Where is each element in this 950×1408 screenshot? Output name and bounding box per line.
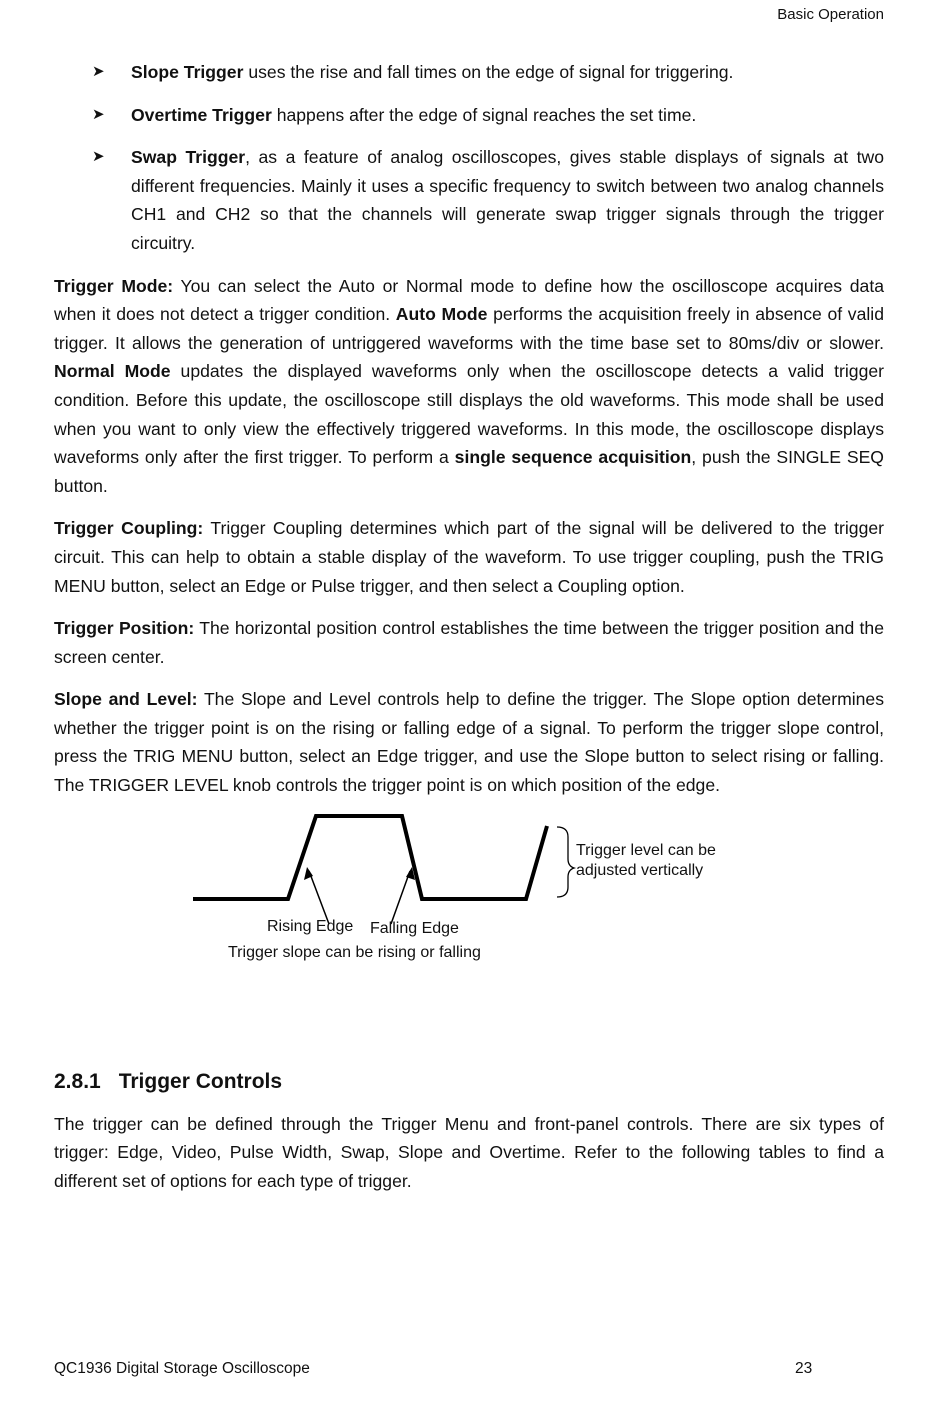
auto-mode-term: Auto Mode	[395, 304, 488, 325]
paragraph-text: The horizontal position control establishes the time between the trigger position and the screen center.	[54, 618, 884, 667]
paragraph-text: updates the displayed waveforms only when the oscilloscope detects a valid trigger condition. Before this update, the oscilloscope still displays the old waveforms. This mode shall be used when you want to only view the effectively triggered waveforms. In this mode, the oscilloscope displays waveforms only after the first trigger. To perform a	[54, 361, 884, 468]
falling-edge-pointer	[391, 871, 410, 924]
trigger-type-list	[54, 58, 884, 258]
arrow-bullet-icon: ➤	[92, 63, 105, 80]
arrow-bullet-icon: ➤	[92, 148, 105, 166]
level-label: adjusted vertically	[576, 861, 704, 879]
paragraph-term: Trigger Mode:	[54, 275, 174, 296]
bullet-term: Overtime Trigger	[131, 104, 272, 125]
list-item	[54, 58, 884, 87]
bullet-text: happens after the edge of signal reaches the set time.	[271, 104, 697, 125]
page-number: 23	[795, 1360, 813, 1377]
paragraph-text: The Slope and Level controls help to define the trigger. The Slope option determines whether the trigger point is on the rising or falling edge of a signal. To perform the trigger slope control, press the TRIG MENU button, select an Edge trigger, and use the Slope button to select rising or falling. The TRIGGER LEVEL knob controls the trigger point is on which position of the edge.	[54, 689, 884, 796]
section-title: Trigger Controls	[118, 1069, 283, 1093]
section-number: 2.8.1	[54, 1069, 101, 1093]
trigger-position-paragraph	[54, 614, 884, 671]
trigger-mode-paragraph	[54, 272, 884, 501]
trigger-slope-figure	[54, 814, 884, 1014]
arrow-bullet-icon: ➤	[92, 105, 105, 123]
list-item	[54, 143, 884, 257]
paragraph-term: Trigger Position:	[54, 618, 195, 639]
paragraph-term: Trigger Coupling:	[54, 518, 204, 539]
waveform-diagram	[54, 814, 884, 1014]
rising-edge-pointer	[309, 871, 329, 924]
trigger-coupling-paragraph	[54, 514, 884, 600]
trigger-waveform	[193, 816, 547, 899]
slope-level-paragraph	[54, 685, 884, 799]
footer-product-name: QC1936 Digital Storage Oscilloscope	[54, 1360, 310, 1377]
paragraph-term: Slope and Level:	[54, 689, 198, 710]
bullet-term: Slope Trigger	[131, 62, 244, 82]
section-heading	[54, 1070, 884, 1094]
bullet-text: uses the rise and fall times on the edge of signal for triggering.	[243, 62, 734, 82]
paragraph-text: performs the acquisition freely in absence of valid trigger. It allows the generation of untriggered waveforms with the time base set to 80ms/div or slower.	[54, 304, 884, 353]
bullet-term: Swap Trigger	[131, 147, 246, 168]
page-body	[54, 58, 884, 1195]
list-item	[54, 101, 884, 130]
figure-caption: Trigger slope can be rising or falling	[228, 943, 481, 961]
normal-mode-term: Normal Mode	[54, 361, 171, 382]
level-label: Trigger level can be	[576, 841, 716, 859]
single-sequence-term: single sequence acquisition	[454, 447, 692, 468]
level-range-brace	[557, 827, 574, 897]
paragraph-text: You can select the Auto or Normal mode to define how the oscilloscope acquires data when it does not detect a trigger condition.	[54, 275, 884, 325]
paragraph-text: , push the SINGLE SEQ button.	[54, 447, 884, 496]
running-header: Basic Operation	[777, 6, 884, 23]
trigger-controls-paragraph: The trigger can be defined through the Trigger Menu and front-panel controls. There are six types of trigger: Edge, Video, Pulse Width, Swap, Slope and Overtime. Refer to the following tables to find a different set of options for each type of trigger.	[54, 1113, 884, 1191]
falling-edge-label: Falling Edge	[370, 919, 459, 937]
paragraph-text: Trigger Coupling determines which part of the signal will be delivered to the trigger circuit. This can help to obtain a stable display of the waveform. To use trigger coupling, push the TRIG MENU button, select an Edge or Pulse trigger, and then select a Coupling option.	[54, 518, 884, 596]
bullet-text: , as a feature of analog oscilloscopes, gives stable displays of signals at two different frequencies. Mainly it uses a specific frequency to switch between two analog channels CH1 and CH2 so that the channels will generate swap trigger signals through the trigger circuitry.	[131, 147, 884, 253]
rising-edge-label: Rising Edge	[267, 917, 354, 935]
